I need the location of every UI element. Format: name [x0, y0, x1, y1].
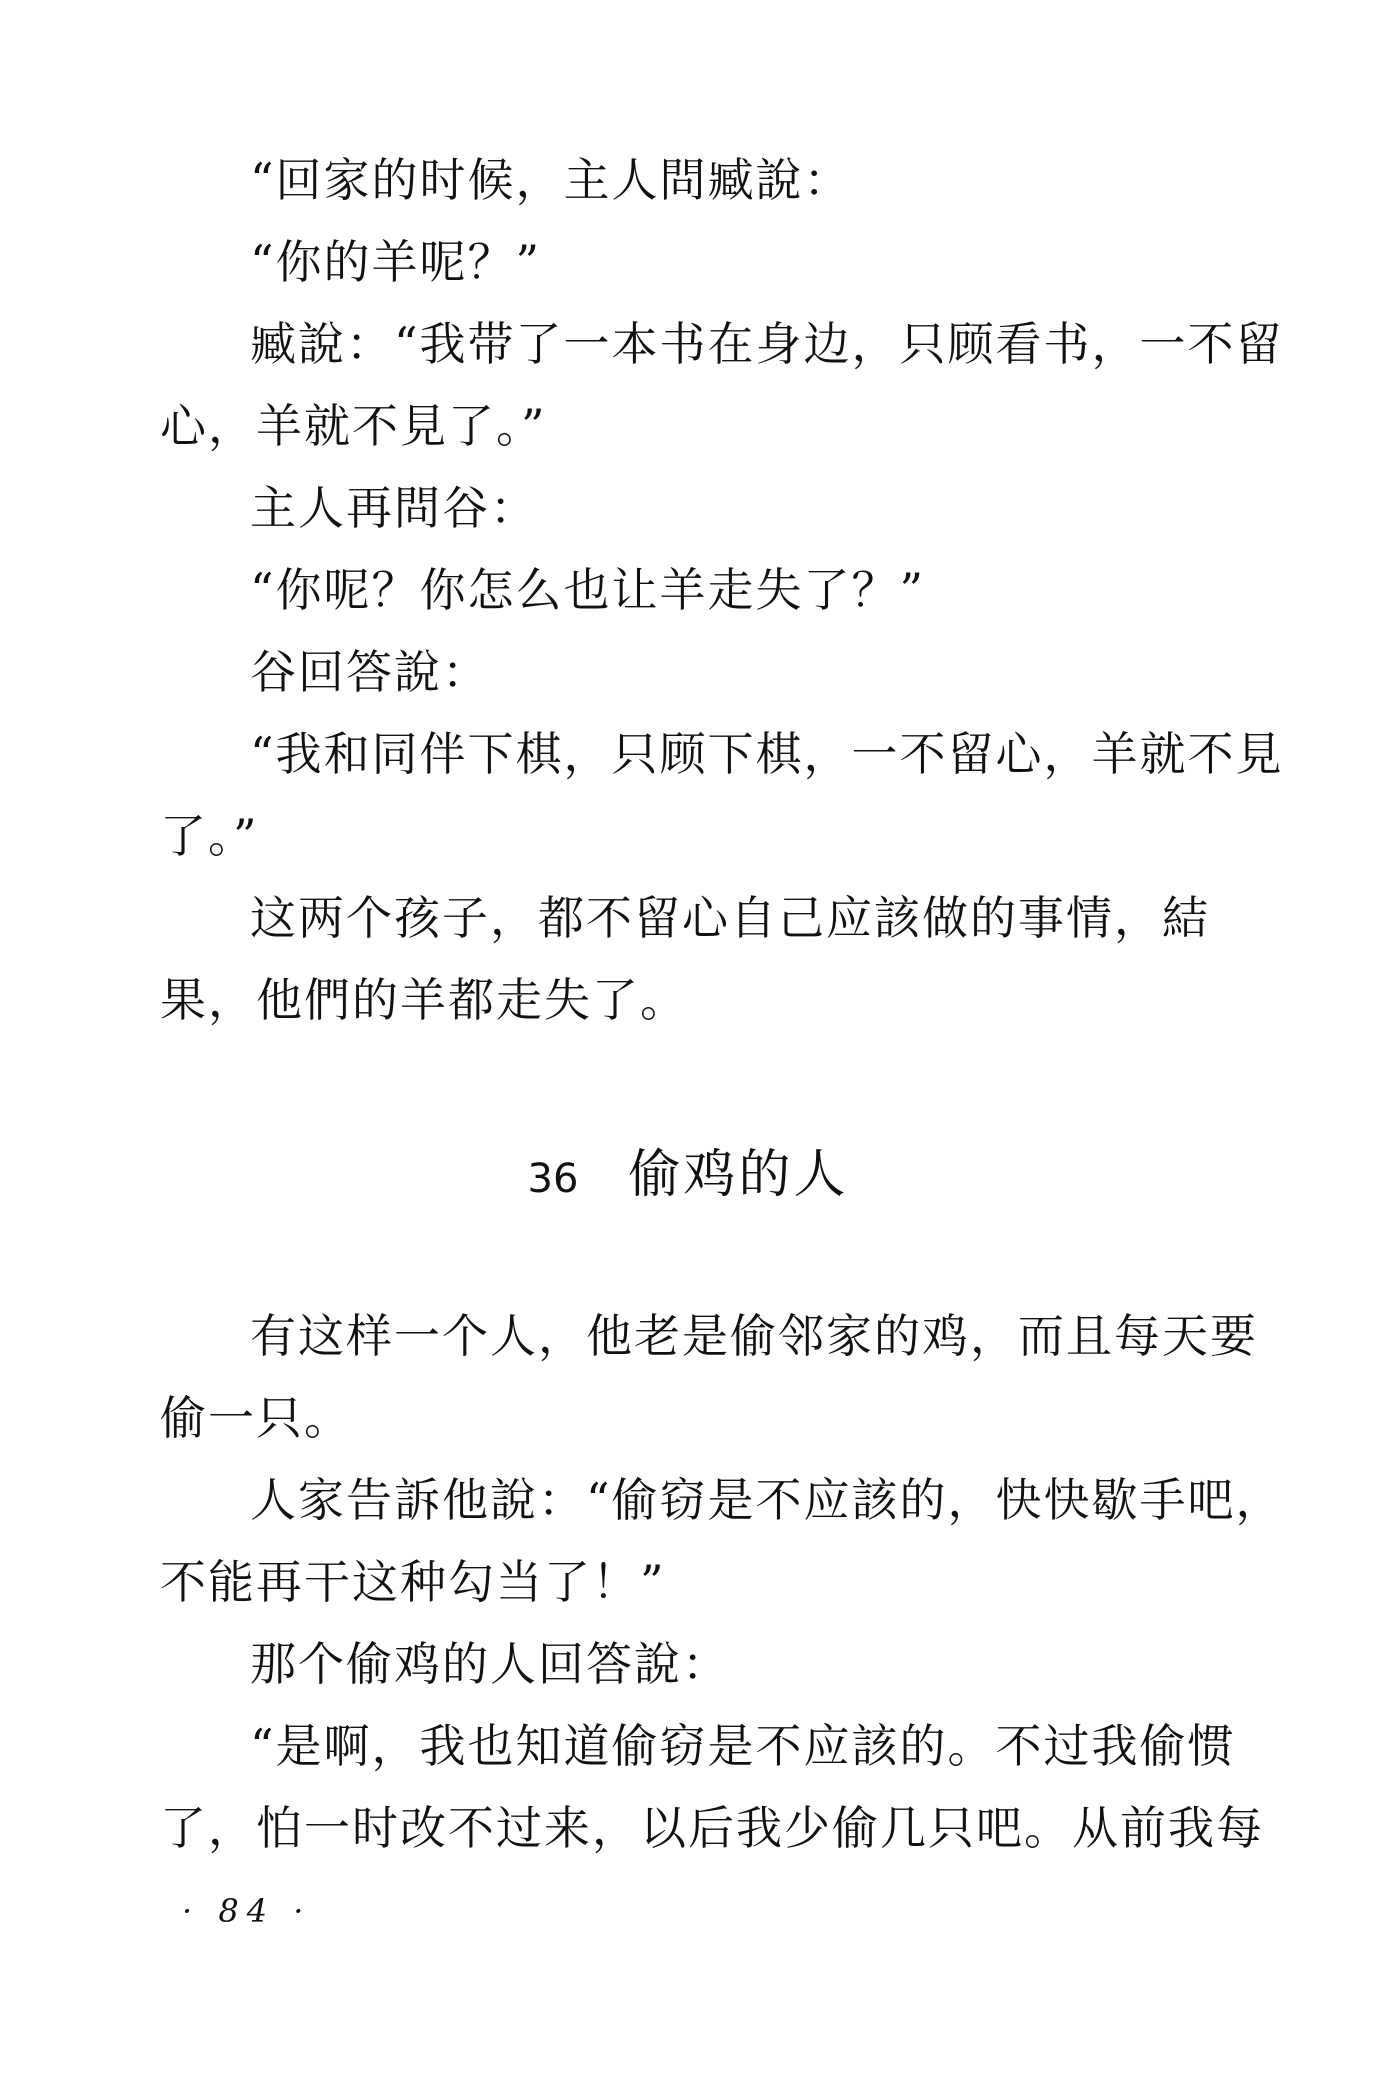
- text-line: 这两个孩子，都不留心自己应該做的事情，結: [250, 891, 1210, 945]
- text-line: 臧說：“我带了一本书在身边，只顾看书，一不留: [250, 317, 1284, 371]
- text-line: 果，他們的羊都走失了。: [160, 973, 688, 1027]
- text-line: 主人再問谷：: [250, 481, 538, 535]
- section-title: 偷鸡的人: [628, 1145, 849, 1205]
- text-line: “是啊，我也知道偷窃是不应該的。不过我偷惯: [250, 1719, 1236, 1773]
- text-line: 谷回答說：: [250, 645, 490, 699]
- section-number: 36: [527, 1156, 579, 1202]
- text-line: 心，羊就不見了。”: [160, 399, 547, 453]
- text-line: 了。”: [160, 809, 259, 863]
- text-line: 有这样一个人，他老是偷邻家的鸡，而且每天要: [250, 1309, 1258, 1363]
- text-line: 人家告訴他說：“偷窃是不应該的，快快歇手吧，: [250, 1473, 1284, 1527]
- section-heading: [0, 1140, 1376, 1214]
- text-line: 不能再干这种勾当了！”: [160, 1555, 666, 1609]
- text-line: “你呢？你怎么也让羊走失了？”: [250, 563, 926, 617]
- text-line: 偷一只。: [160, 1391, 352, 1445]
- text-line: “你的羊呢？”: [250, 235, 542, 289]
- text-line: 了，怕一时改不过来，以后我少偷几只吧。从前我每: [160, 1801, 1264, 1855]
- text-line: “我和同伴下棋，只顾下棋，一不留心，羊就不見: [250, 727, 1284, 781]
- text-line: 那个偷鸡的人回答說：: [250, 1637, 730, 1691]
- page-number: · 84 ·: [182, 1892, 312, 1930]
- text-line: “回家的时候，主人問臧說：: [250, 153, 852, 207]
